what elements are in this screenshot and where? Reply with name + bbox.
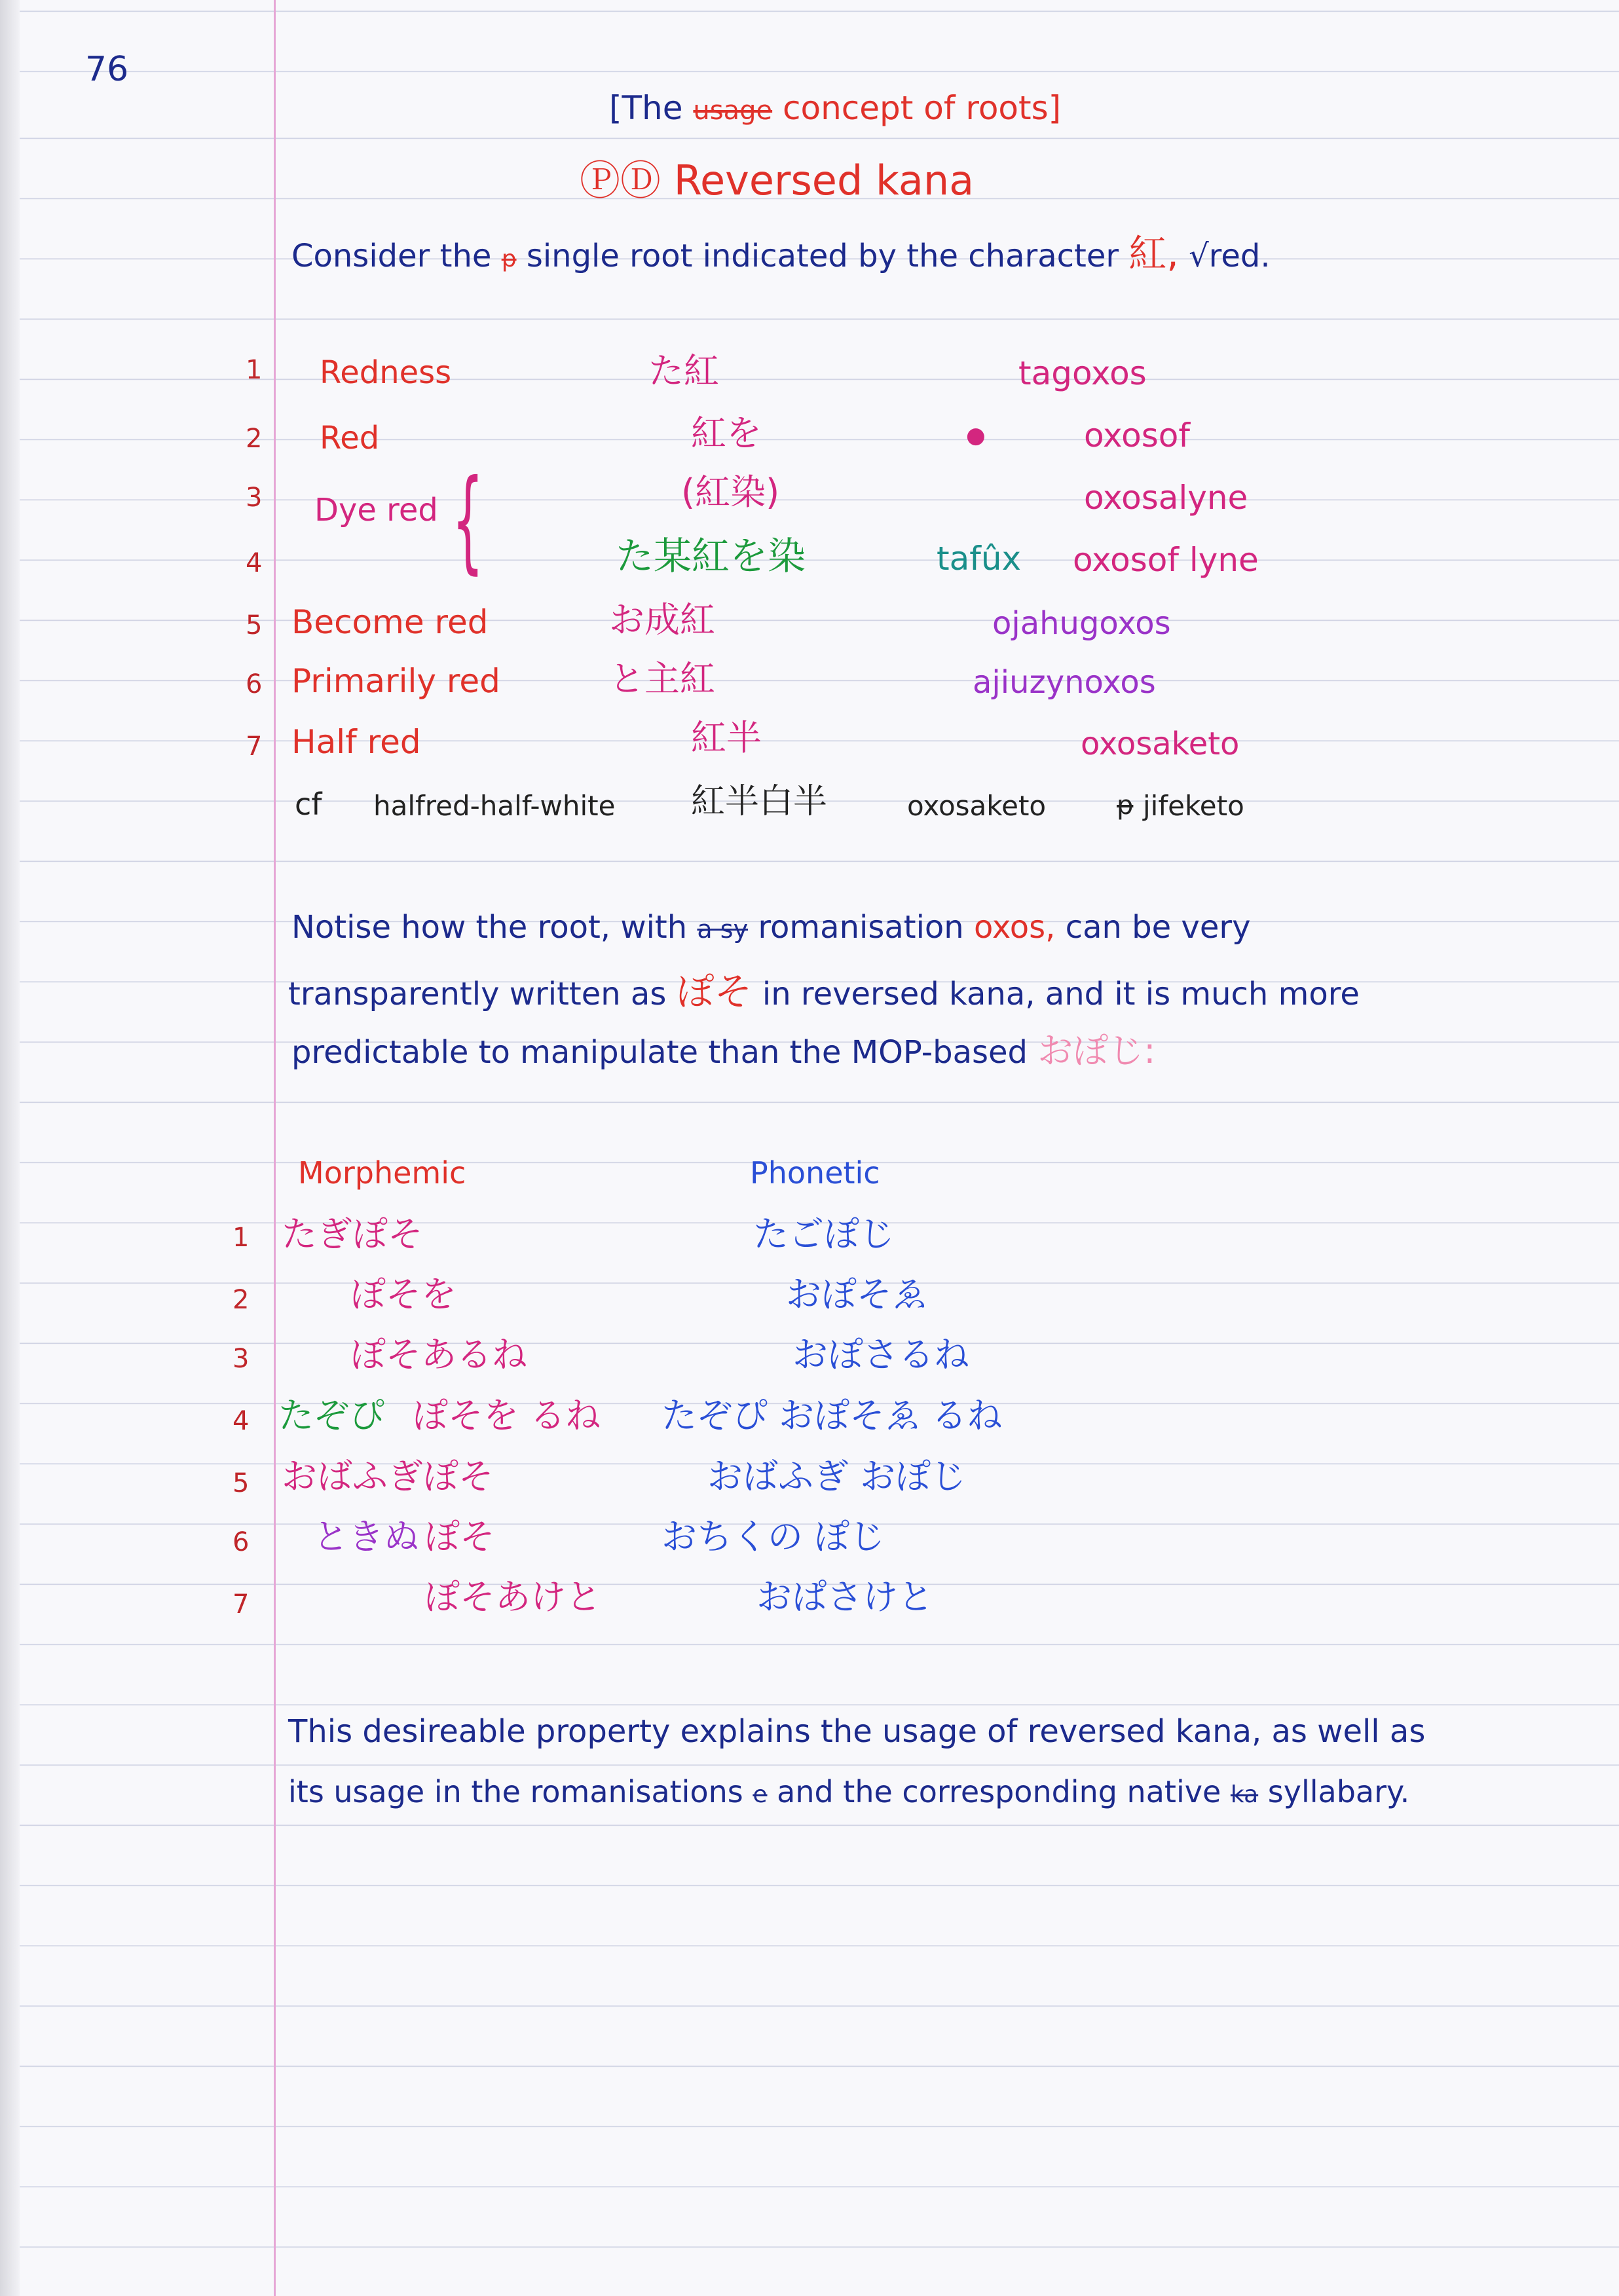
para1-text: predictable to manipulate than the MOP-based — [291, 1034, 1028, 1071]
para1-text: can be very — [1065, 909, 1251, 946]
cf-english: halfred-half-white — [373, 790, 616, 822]
para1-text: transparently written as — [288, 976, 667, 1012]
page-title — [609, 89, 1062, 127]
kanji-form: 紅半 — [691, 717, 762, 758]
cf-label: cf — [295, 787, 322, 822]
kanji-form: た紅 — [648, 350, 719, 392]
romanisation: oxosalyne — [1084, 479, 1248, 517]
title-open: [The — [609, 89, 683, 127]
phonetic-kana: おちくの ぽじ — [661, 1516, 885, 1557]
cf-romanisation-2: jifeketo — [1143, 790, 1244, 822]
morphemic-kana: おばふぎぽそ — [282, 1456, 494, 1497]
romanisation: oxosof — [1084, 417, 1190, 454]
phonetic-kana: たごぽじ — [753, 1213, 895, 1255]
row-number: 3 — [233, 1344, 250, 1374]
para1-text: Notise how the root, with — [291, 909, 688, 946]
subtitle-text: Reversed kana — [673, 157, 975, 204]
morphemic-kana: ぽそを — [350, 1274, 456, 1315]
english-gloss: Red — [320, 420, 380, 456]
para2-struck: e — [753, 1781, 768, 1808]
romanisation: ajiuzynoxos — [973, 664, 1156, 701]
title-struck-word: usage — [693, 96, 773, 126]
para1-text: in reversed kana, and it is much more — [762, 976, 1360, 1012]
english-gloss: Primarily red — [291, 662, 500, 700]
para2-text: and the corresponding native — [777, 1774, 1221, 1809]
para1-text: romanisation — [758, 909, 964, 946]
para1-line1 — [291, 909, 1251, 946]
para1-root-romanisation: oxos, — [973, 909, 1056, 946]
intro-text-a: Consider the — [291, 238, 492, 274]
row-number: 2 — [246, 424, 263, 454]
row-number: 2 — [233, 1285, 250, 1315]
intro-kanji: 紅, — [1128, 231, 1179, 276]
row-number: 5 — [233, 1468, 250, 1498]
kanji-form: と主紅 — [609, 658, 715, 699]
title-rest: concept of roots] — [783, 89, 1062, 127]
kanji-form: お成紅 — [609, 599, 715, 640]
kanji-form: 紅を — [691, 413, 762, 454]
scribble-mark: ● — [966, 422, 986, 449]
english-gloss: Become red — [291, 603, 489, 641]
intro-line — [291, 231, 1271, 276]
para2-text: its usage in the romanisations — [288, 1774, 743, 1809]
para2-struck: ka — [1230, 1781, 1259, 1808]
phonetic-header: Phonetic — [750, 1155, 880, 1191]
row-number: 5 — [246, 610, 263, 640]
morphemic-kana: ぽそあけと — [424, 1576, 601, 1618]
row-number: 3 — [246, 483, 263, 513]
english-gloss: Dye red — [314, 492, 438, 528]
para1-line2 — [288, 969, 1360, 1014]
para2-line2 — [288, 1774, 1410, 1809]
romanisation: ojahugoxos — [992, 605, 1171, 642]
row-number: 1 — [233, 1223, 250, 1253]
row-number: 4 — [233, 1406, 250, 1436]
para1-mop-kana: おぽじ: — [1037, 1030, 1156, 1071]
intro-text-c: √red. — [1189, 238, 1271, 274]
morphemic-kana: ぽそあるね — [350, 1334, 527, 1375]
romanisation: oxosof lyne — [1073, 541, 1259, 579]
intro-struck: p — [501, 246, 517, 272]
page-edge — [0, 0, 20, 2296]
para2-text: syllabary. — [1267, 1774, 1410, 1809]
row-number: 6 — [246, 669, 263, 699]
morphemic-kana: ぽそ — [424, 1516, 495, 1557]
curly-brace: { — [452, 456, 484, 585]
morphemic-kana-prefix: たぞぴ — [278, 1395, 384, 1436]
cf-struck-letter: p — [1117, 790, 1134, 821]
morphemic-header: Morphemic — [298, 1155, 466, 1191]
para2-line1: This desireable property explains the usage of reversed kana, as well as — [288, 1713, 1426, 1750]
english-gloss: Half red — [291, 723, 421, 761]
circled-letters: ⓅⒹ — [580, 157, 661, 204]
phonetic-kana: たぞぴ おぽそゑ るね — [661, 1395, 1003, 1436]
phonetic-kana: おぽそゑ — [786, 1274, 927, 1315]
row-number: 4 — [246, 548, 263, 578]
english-gloss: Redness — [320, 354, 452, 391]
cf-romanisation: oxosaketo — [907, 790, 1047, 822]
para1-line3 — [291, 1030, 1156, 1071]
para1-reversed-kana: ぽそ — [676, 969, 753, 1014]
para1-struck: a sy — [697, 915, 749, 944]
row-number: 6 — [233, 1527, 250, 1557]
row-number: 7 — [233, 1589, 250, 1620]
romanisation: tagoxos — [1018, 354, 1147, 392]
morphemic-kana: たぎぽそ — [282, 1213, 423, 1255]
cf-kanji: 紅半白半 — [691, 782, 828, 821]
phonetic-kana: おぽさるね — [792, 1334, 969, 1375]
kanji-form: (紅染) — [681, 472, 780, 513]
row-number: 1 — [246, 355, 263, 385]
morphemic-kana: ぽそを るね — [413, 1395, 601, 1436]
morphemic-kana-prefix: ときぬ — [313, 1516, 419, 1557]
romanisation: oxosaketo — [1081, 726, 1240, 762]
page-subtitle — [580, 157, 975, 204]
row-number: 7 — [246, 731, 263, 762]
romanisation-prefix: tafûx — [937, 540, 1022, 578]
page-number: 76 — [85, 50, 129, 89]
phonetic-kana: おぱさけと — [756, 1576, 933, 1618]
margin-line — [274, 0, 276, 2296]
phonetic-kana: おばふぎ おぽじ — [707, 1456, 967, 1497]
kanji-form: た某紅を染 — [616, 534, 806, 578]
intro-text-b: single root indicated by the character — [526, 238, 1119, 274]
